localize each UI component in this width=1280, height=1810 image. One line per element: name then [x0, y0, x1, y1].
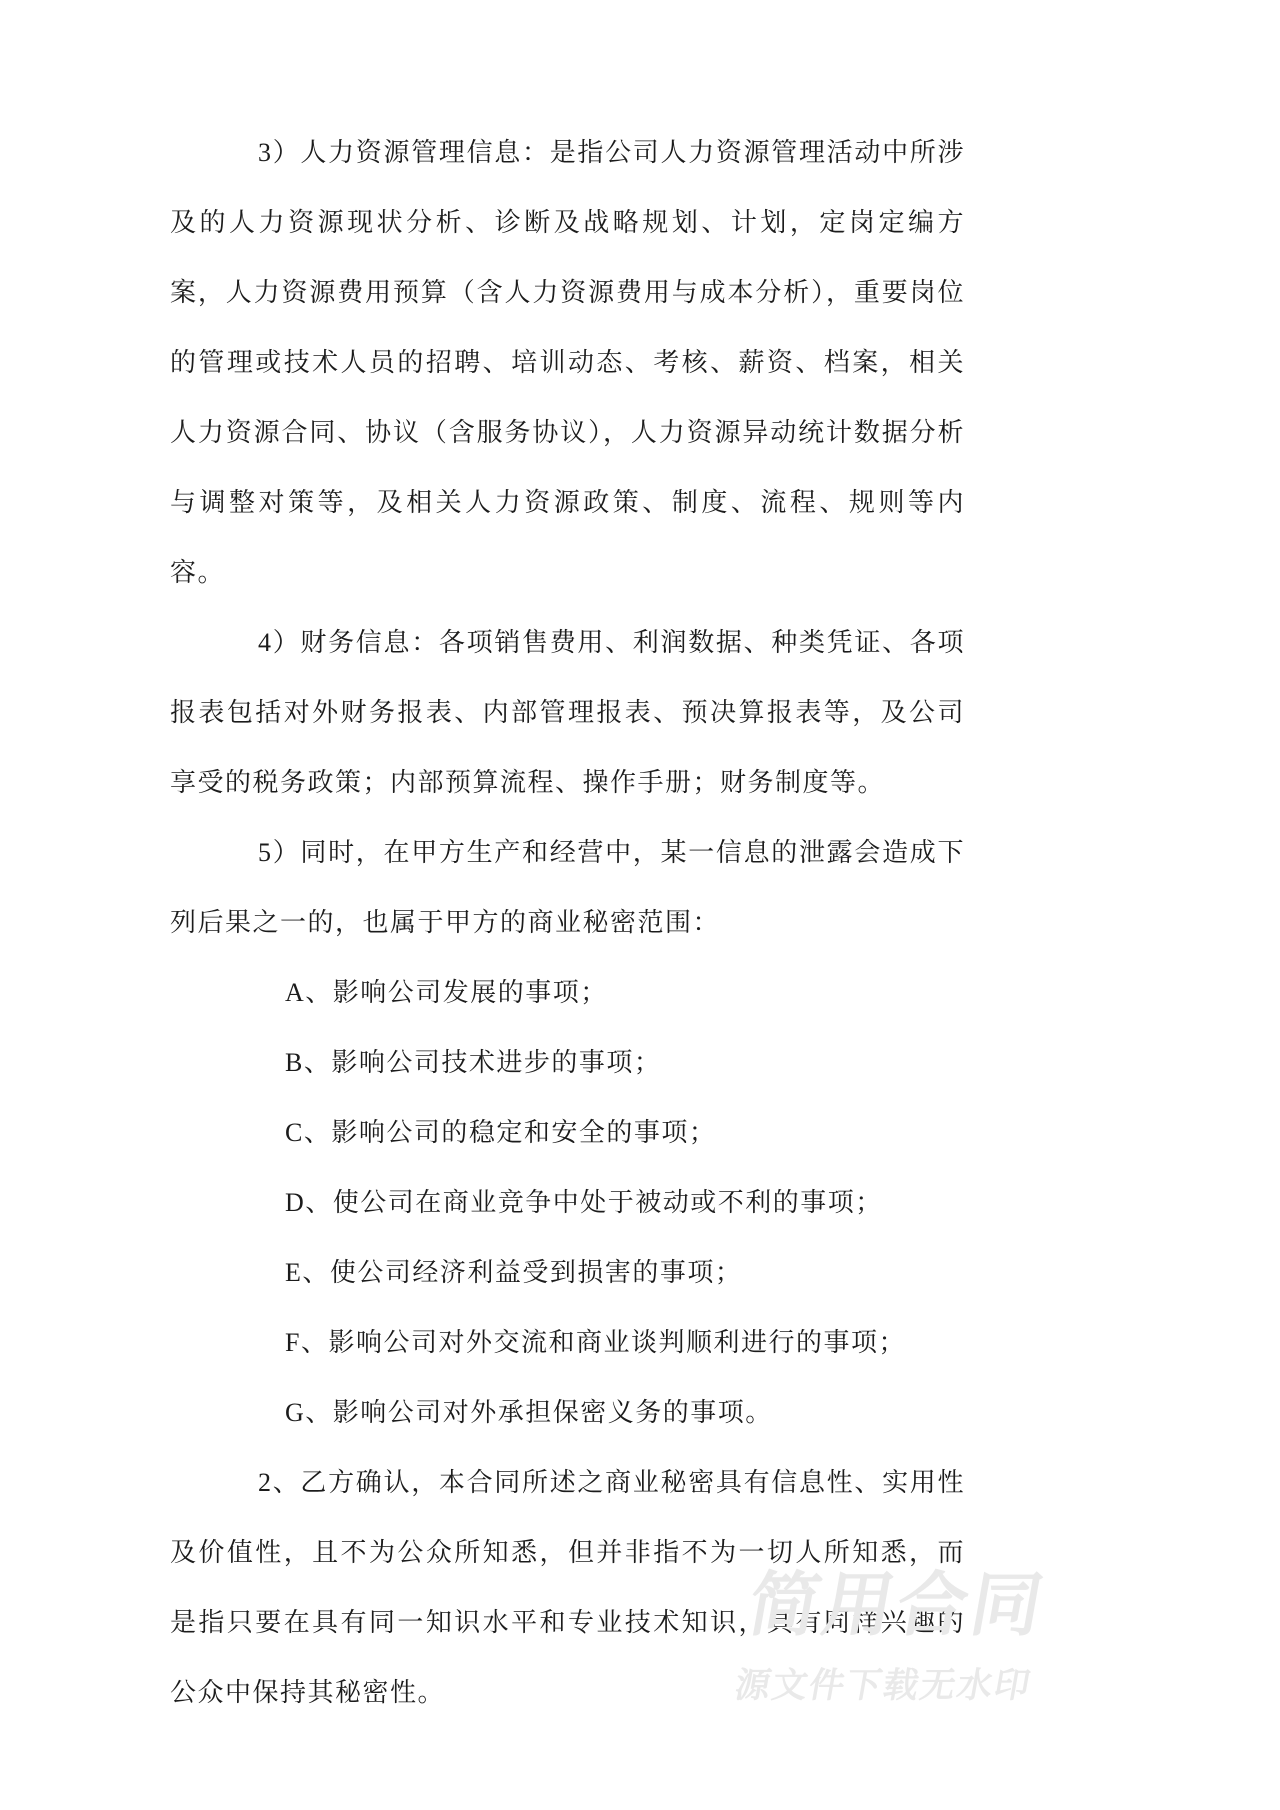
paragraph-party-b-confirmation: 2、乙方确认，本合同所述之商业秘密具有信息性、实用性及价值性，且不为公众所知悉，但并非指不为一切人所知悉，而是指只要在具有同一知识水平和专业技术知识，具有同样兴趣的公众中保持其秘密性。: [170, 1468, 965, 1707]
watermark-brand-text: 简用合同: [742, 1566, 1053, 1644]
paragraph-leak-consequences-intro: 5）同时，在甲方生产和经营中，某一信息的泄露会造成下列后果之一的，也属于甲方的商业秘密范围：: [170, 838, 965, 937]
paragraph-financial-info: 4）财务信息：各项销售费用、利润数据、种类凭证、各项报表包括对外财务报表、内部管理报表、预决算报表等，及公司享受的税务政策；内部预算流程、操作手册；财务制度等。: [170, 628, 965, 797]
watermark-subtitle-text: 源文件下载无水印: [731, 1666, 1035, 1705]
list-item-a: A、影响公司发展的事项；: [285, 978, 608, 1007]
list-item-c: C、影响公司的稳定和安全的事项；: [285, 1118, 717, 1147]
paragraph-hr-management-info: 3）人力资源管理信息：是指公司人力资源管理活动中所涉及的人力资源现状分析、诊断及战略规划、计划，定岗定编方案，人力资源费用预算（含人力资源费用与成本分析），重要岗位的管理或技术人员的招聘、培训动态、考核、薪资、档案，相关人力资源合同、协议（含服务协议），人力资源异动统计数据分析与调整对策等，及相关人力资源政策、制度、流程、规则等内容。: [170, 138, 965, 587]
list-item-f: F、影响公司对外交流和商业谈判顺利进行的事项；: [285, 1328, 906, 1357]
list-item-g: G、影响公司对外承担保密义务的事项。: [285, 1398, 773, 1427]
list-item-b: B、影响公司技术进步的事项；: [285, 1048, 662, 1077]
list-item-e: E、使公司经济利益受到损害的事项；: [285, 1258, 743, 1287]
document-body: [170, 118, 965, 1728]
list-item-d: D、使公司在商业竞争中处于被动或不利的事项；: [285, 1188, 883, 1217]
